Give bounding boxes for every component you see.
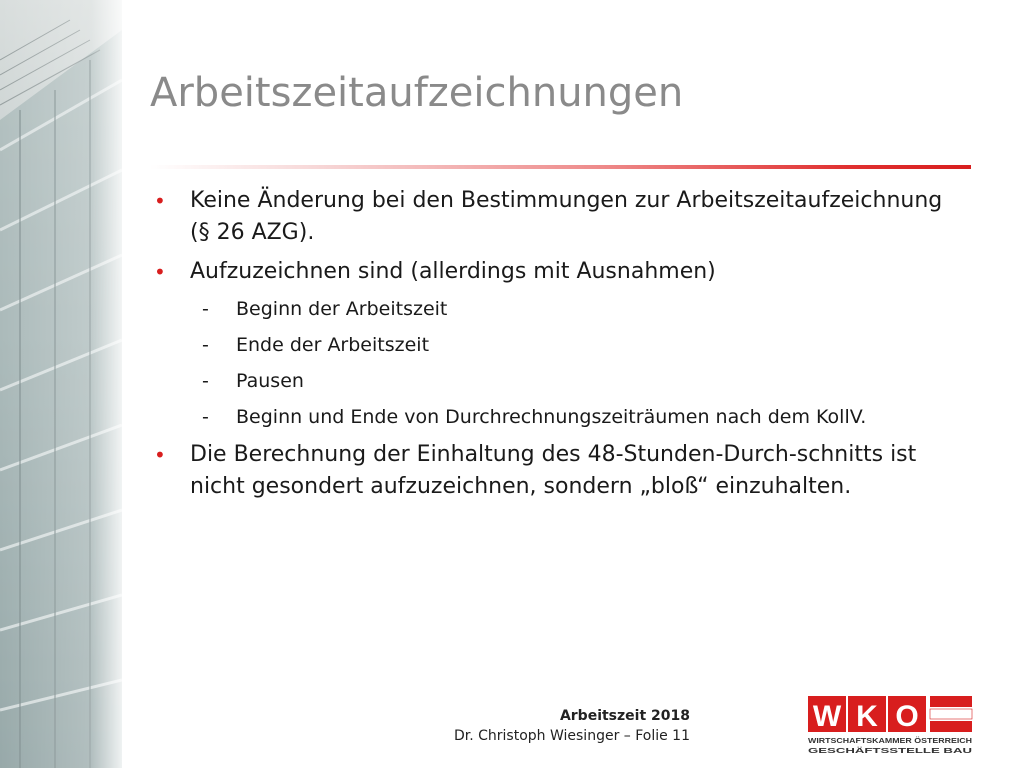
sub-item xyxy=(150,403,950,431)
logo-line1: WIRTSCHAFTSKAMMER ÖSTERREICH xyxy=(808,736,972,745)
sub-item-text: Beginn der Arbeitszeit xyxy=(236,298,448,320)
sub-item xyxy=(150,331,950,359)
dash-icon: - xyxy=(202,406,209,428)
bullet-item xyxy=(150,185,950,249)
slide-title: Arbeitszeitaufzeichnungen xyxy=(150,70,684,116)
logo-letter-w: W xyxy=(812,700,842,733)
bullet-dot-icon: • xyxy=(154,189,166,213)
sub-item xyxy=(150,295,950,323)
bullet-text: Aufzuzeichnen sind (allerdings mit Ausnahmen) xyxy=(190,259,716,284)
footer-author: Dr. Christoph Wiesinger – Folie 11 xyxy=(453,728,690,744)
bullet-item xyxy=(150,439,950,503)
logo-line2: GESCHÄFTSSTELLE BAU xyxy=(808,746,973,755)
slide-footer xyxy=(410,706,690,746)
flag-stripe-middle xyxy=(930,709,972,719)
slide-content xyxy=(150,185,950,510)
footer-title: Arbeitszeit 2018 xyxy=(559,708,690,724)
bullet-text: Keine Änderung bei den Bestimmungen zur Arbeitszeitaufzeichnung (§ 26 AZG). xyxy=(190,188,943,245)
dash-icon: - xyxy=(202,298,209,320)
bullet-dot-icon: • xyxy=(154,260,166,284)
sub-item-text: Pausen xyxy=(236,370,304,392)
dash-icon: - xyxy=(202,334,209,356)
dash-icon: - xyxy=(202,370,209,392)
sub-item xyxy=(150,367,950,395)
flag-stripe-bottom xyxy=(930,721,972,732)
logo-letter-o: O xyxy=(895,700,919,733)
sub-item-text: Beginn und Ende von Durchrechnungszeiträumen nach dem KollV. xyxy=(236,406,867,428)
wko-logo xyxy=(808,690,974,756)
bullet-item xyxy=(150,256,950,288)
bullet-text: Die Berechnung der Einhaltung des 48-Stunden-Durch-schnitts ist nicht gesondert aufzuzeichnen, sondern „bloß“ einzuhalten. xyxy=(190,442,917,499)
flag-stripe-top xyxy=(930,696,972,707)
building-image xyxy=(0,0,122,768)
sub-item-text: Ende der Arbeitszeit xyxy=(236,334,430,356)
bullet-dot-icon: • xyxy=(154,443,166,467)
logo-letter-k: K xyxy=(856,700,878,733)
title-divider xyxy=(150,165,971,169)
